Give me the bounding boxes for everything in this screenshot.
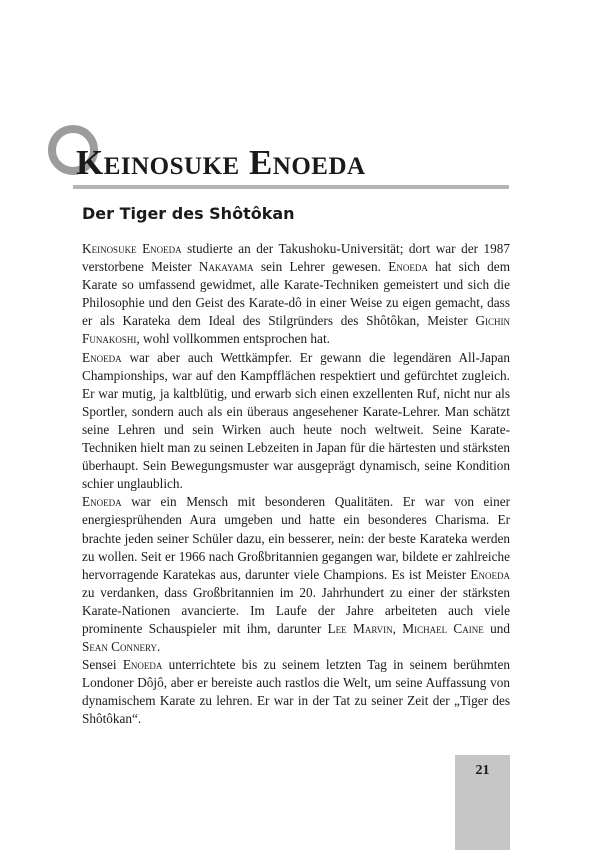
paragraph-text: und bbox=[483, 620, 511, 636]
body-text bbox=[82, 240, 510, 729]
paragraph-text: hat sich dem Karate so umfassend gewidmet, alle Karate-Techniken gemeistert und sich die Philosophie und den Geist des Karate-dô in einer Weise zu eigen gemacht, dass er als Karateka dem Ideal des Stilgründers des Shôtôkan, Meister bbox=[82, 259, 510, 329]
name-text: Sean Connery bbox=[82, 639, 158, 655]
paragraph-text: zu verdanken, dass Großbritannien im 20. Jahrhundert zu einer der stärksten Karate-Nationen avancierte. Im Laufe der Jahre arbeiteten auch viele prominente Schauspieler mit ihm, darunter bbox=[82, 584, 510, 636]
paragraph bbox=[82, 493, 510, 656]
paragraph-text: unterrichtete bis zu seinem letzten Tag in seinem berühmten Londoner Dôjô, aber er bereiste auch rastlos die Welt, um seine Auffassung von dynamischem Karate zu lehren. Er war in der Tat zu seiner Zeit der „Tiger des Shôtôkan“. bbox=[82, 657, 510, 727]
paragraph-text: sein Lehrer gewesen. bbox=[253, 259, 389, 275]
name-text: Nakayama bbox=[198, 259, 254, 275]
paragraph bbox=[82, 240, 510, 349]
name-text: Enoeda bbox=[122, 657, 163, 673]
paragraph-text: . bbox=[157, 639, 161, 655]
name-text: Michael Caine bbox=[402, 620, 484, 636]
page-number: 21 bbox=[475, 763, 490, 778]
paragraph bbox=[82, 656, 510, 728]
chapter-title: Keinosuke Enoeda bbox=[76, 143, 366, 182]
chapter-subtitle: Der Tiger des Shôtôkan bbox=[82, 204, 295, 223]
paragraph-text: studierte an der Takushoku-Universität; dort war der 1987 verstorbene Meister bbox=[82, 241, 510, 275]
name-text: Enoeda bbox=[82, 349, 122, 365]
name-text: Enoeda bbox=[388, 259, 428, 275]
paragraph-text: Sensei bbox=[82, 657, 123, 673]
name-text: Enoeda bbox=[82, 494, 122, 510]
title-rule bbox=[73, 185, 509, 189]
paragraph-text: , bbox=[392, 620, 403, 636]
paragraph bbox=[82, 349, 510, 494]
paragraph-text: , wohl vollkommen entsprochen hat. bbox=[136, 331, 330, 347]
name-text: Enoeda bbox=[470, 566, 510, 582]
page-number-tab bbox=[455, 755, 510, 850]
paragraph-text: war aber auch Wettkämpfer. Er gewann die legendären All-Japan Championships, war auf den Kampfflächen respektiert und gefürchtet zugleich. Er war mutig, ja kaltblütig, und erwarb sich einen exzellenten Ruf, nicht nur als Sportler, sondern auch als ein überaus angesehener Karate-Lehrer. Man schätzt seine Lehren und sein Wirken auch heute noch weltweit. Seine Karate-Techniken hielt man zu seinen Lebzeiten in Japan für die härtesten und stärksten überhaupt. Sein Bewegungsmuster war ausgeprägt dynamisch, seine Kondition schier unglaublich. bbox=[82, 349, 510, 492]
name-text: Keinosuke Enoeda bbox=[82, 241, 182, 256]
name-text: Gichin Funakoshi bbox=[82, 313, 510, 347]
paragraph-text: war ein Mensch mit besonderen Qualitäten. Er war von einer energiesprühenden Aura umgeben und hatte ein besonderes Charisma. Er brachte jeden seiner Schüler dazu, ein besserer, nein: der beste Karateka werden zu wollen. Seit er 1966 nach Großbritannien gegangen war, bildete er zahlreiche hervorragende Karatekas aus, darunter viele Champions. Es ist Meister bbox=[82, 494, 510, 582]
name-text: Lee Marvin bbox=[327, 620, 393, 636]
